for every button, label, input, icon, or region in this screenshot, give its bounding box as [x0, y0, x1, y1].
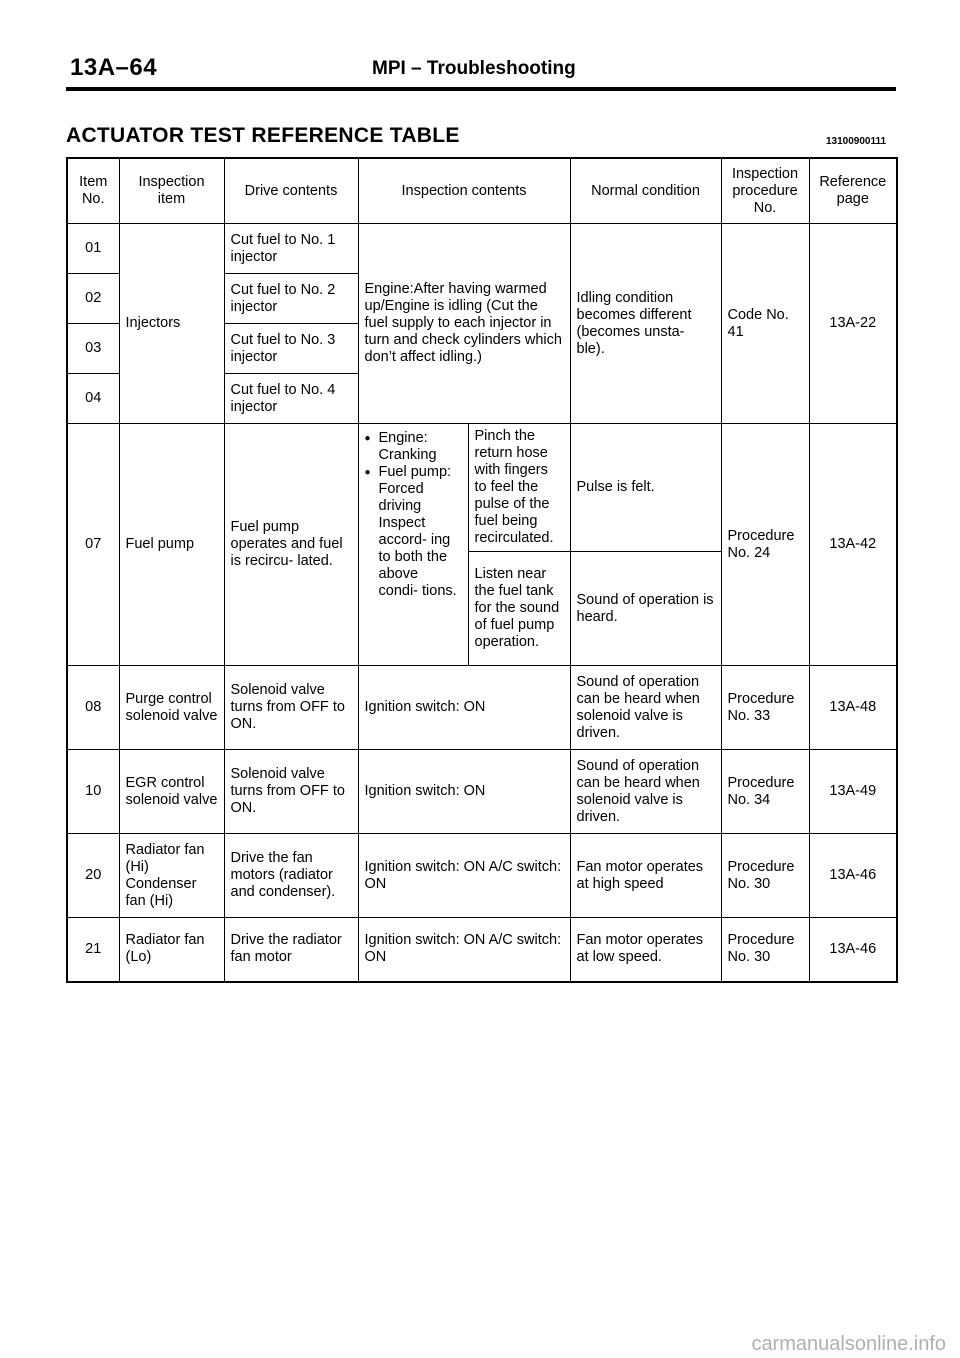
item-no: 02 — [67, 274, 119, 324]
inspection-contents: Ignition switch: ON A/C switch: ON — [358, 834, 570, 918]
normal-condition: Sound of operation can be heard when solenoid valve is driven. — [570, 666, 721, 750]
normal-condition: Idling condition becomes different (becomes unsta- ble). — [570, 224, 721, 424]
table-row — [67, 750, 897, 834]
inspection-item: Injectors — [119, 224, 224, 424]
drive-contents: Drive the radiator fan motor — [224, 918, 358, 982]
fuel-pump-conditions — [358, 424, 468, 666]
drive-contents: Cut fuel to No. 2 injector — [224, 274, 358, 324]
drive-contents: Solenoid valve turns from OFF to ON. — [224, 750, 358, 834]
normal-condition: Fan motor operates at low speed. — [570, 918, 721, 982]
watermark-text: carmanualsonline.info — [751, 1333, 946, 1355]
inspection-procedure: Procedure No. 30 — [721, 918, 809, 982]
col-inspection-procedure: Inspection procedure No. — [721, 158, 809, 224]
table-row — [67, 224, 897, 274]
item-no: 07 — [67, 424, 119, 666]
item-no: 10 — [67, 750, 119, 834]
drive-contents: Drive the fan motors (radiator and condenser). — [224, 834, 358, 918]
inspection-procedure: Procedure No. 33 — [721, 666, 809, 750]
inspection-item: Fuel pump — [119, 424, 224, 666]
inspection-procedure: Procedure No. 34 — [721, 750, 809, 834]
actuator-test-table — [66, 157, 898, 983]
table-row — [67, 424, 897, 552]
item-no: 04 — [67, 374, 119, 424]
table-row — [67, 834, 897, 918]
reference-page: 13A-46 — [809, 834, 897, 918]
section-title: MPI – Troubleshooting — [372, 58, 576, 79]
inspection-procedure: Procedure No. 24 — [721, 424, 809, 666]
col-inspection-contents: Inspection contents — [358, 158, 570, 224]
item-no: 01 — [67, 224, 119, 274]
document-code: 13100900111 — [826, 136, 887, 147]
col-item-no: Item No. — [67, 158, 119, 224]
bullet-engine: ● Engine: Cranking — [365, 430, 462, 464]
item-no: 21 — [67, 918, 119, 982]
item-no: 08 — [67, 666, 119, 750]
drive-contents: Solenoid valve turns from OFF to ON. — [224, 666, 358, 750]
table-row — [67, 918, 897, 982]
header-rule — [66, 87, 896, 91]
sound-check: Listen near the fuel tank for the sound of fuel pump operation. — [468, 552, 570, 666]
inspection-procedure: Code No. 41 — [721, 224, 809, 424]
inspection-item: Radiator fan (Lo) — [119, 918, 224, 982]
normal-condition: Sound of operation is heard. — [570, 552, 721, 666]
normal-condition: Sound of operation can be heard when solenoid valve is driven. — [570, 750, 721, 834]
bullet-fuel-pump: ● Fuel pump: Forced driving Inspect accord- ing to both the above condi- tions. — [365, 464, 462, 600]
drive-contents: Cut fuel to No. 3 injector — [224, 324, 358, 374]
col-drive-contents: Drive contents — [224, 158, 358, 224]
inspection-procedure: Procedure No. 30 — [721, 834, 809, 918]
table-row — [67, 666, 897, 750]
inspection-contents: Ignition switch: ON — [358, 750, 570, 834]
reference-page: 13A-46 — [809, 918, 897, 982]
col-normal-condition: Normal condition — [570, 158, 721, 224]
item-no: 20 — [67, 834, 119, 918]
inspection-item: Purge control solenoid valve — [119, 666, 224, 750]
col-inspection-item: Inspection item — [119, 158, 224, 224]
drive-contents: Cut fuel to No. 1 injector — [224, 224, 358, 274]
drive-contents: Cut fuel to No. 4 injector — [224, 374, 358, 424]
drive-contents: Fuel pump operates and fuel is recircu- lated. — [224, 424, 358, 666]
col-reference-page: Reference page — [809, 158, 897, 224]
pulse-check: Pinch the return hose with fingers to feel the pulse of the fuel being recirculated. — [468, 424, 570, 552]
reference-page: 13A-42 — [809, 424, 897, 666]
item-no: 03 — [67, 324, 119, 374]
inspection-item: EGR control solenoid valve — [119, 750, 224, 834]
inspection-contents: Ignition switch: ON A/C switch: ON — [358, 918, 570, 982]
inspection-contents: Engine:After having warmed up/Engine is idling (Cut the fuel supply to each injector in turn and check cylinders which don’t affect idling.) — [358, 224, 570, 424]
page-number: 13A–64 — [70, 54, 158, 81]
reference-page: 13A-49 — [809, 750, 897, 834]
inspection-contents: Ignition switch: ON — [358, 666, 570, 750]
reference-page: 13A-48 — [809, 666, 897, 750]
normal-condition: Pulse is felt. — [570, 424, 721, 552]
document-title: ACTUATOR TEST REFERENCE TABLE — [66, 124, 460, 147]
inspection-item: Radiator fan (Hi) Condenser fan (Hi) — [119, 834, 224, 918]
table-header-row — [67, 158, 897, 224]
normal-condition: Fan motor operates at high speed — [570, 834, 721, 918]
reference-page: 13A-22 — [809, 224, 897, 424]
